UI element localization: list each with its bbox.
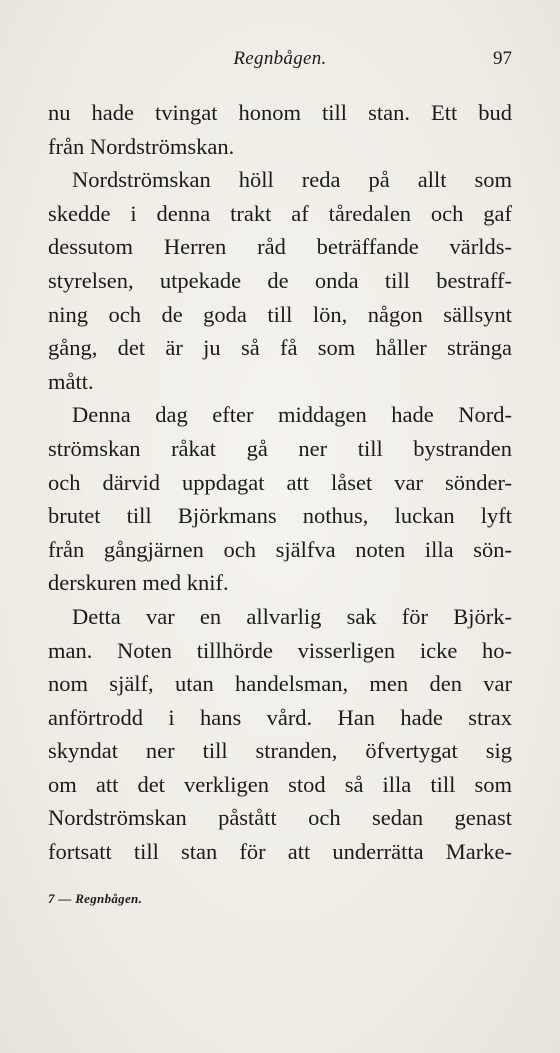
text-line: skedde i denna trakt af tåredalen och gaf [48,200,512,226]
paragraph [48,163,512,398]
text-line: nom själf, utan handelsman, men den var [48,671,512,697]
text-line: Nordströmskan höll reda på allt som [72,167,512,193]
paragraph [48,398,512,600]
text-line: Detta var en allvarlig sak för Björk- [72,603,512,629]
text-line: brutet till Björkmans nothus, luckan lyft [48,503,512,529]
text-line: från Nordströmskan. [48,133,235,159]
running-title: Regnbågen. [233,48,327,69]
text-line: från gångjärnen och själfva noten illa sön- [48,536,512,562]
text-line: derskuren med knif. [48,570,229,596]
body-text [48,96,512,869]
text-line: fortsatt till stan för att underrätta Marke- [48,839,512,865]
text-line: anförtrodd i hans vård. Han hade strax [48,704,512,730]
text-line: dessutom Herren råd beträffande världs- [48,234,512,260]
text-line: mått. [48,368,94,394]
text-line: och därvid uppdagat att låset var sönder- [48,469,512,495]
page-header [48,48,512,78]
text-line: ning och de goda till lön, någon sällsynt [48,301,512,327]
text-line: gång, det är ju så få som håller stränga [48,335,512,361]
signature-mark: 7 — Regnbågen. [48,891,143,906]
text-line: om att det verkligen stod så illa till som [48,771,512,797]
text-line: nu hade tvingat honom till stan. Ett bud [48,100,512,125]
text-line: Nordströmskan påstått och sedan genast [48,805,512,831]
text-line: strömskan råkat gå ner till bystranden [48,435,512,461]
text-line: skyndat ner till stranden, öfvertygat sig [48,738,512,764]
page-number: 97 [493,48,512,69]
text-line: styrelsen, utpekade de onda till bestraff- [48,267,512,293]
text-line: Denna dag efter middagen hade Nord- [72,402,512,428]
paragraph [48,600,512,869]
text-line: man. Noten tillhörde visserligen icke ho- [48,637,512,663]
paragraph [48,96,512,163]
